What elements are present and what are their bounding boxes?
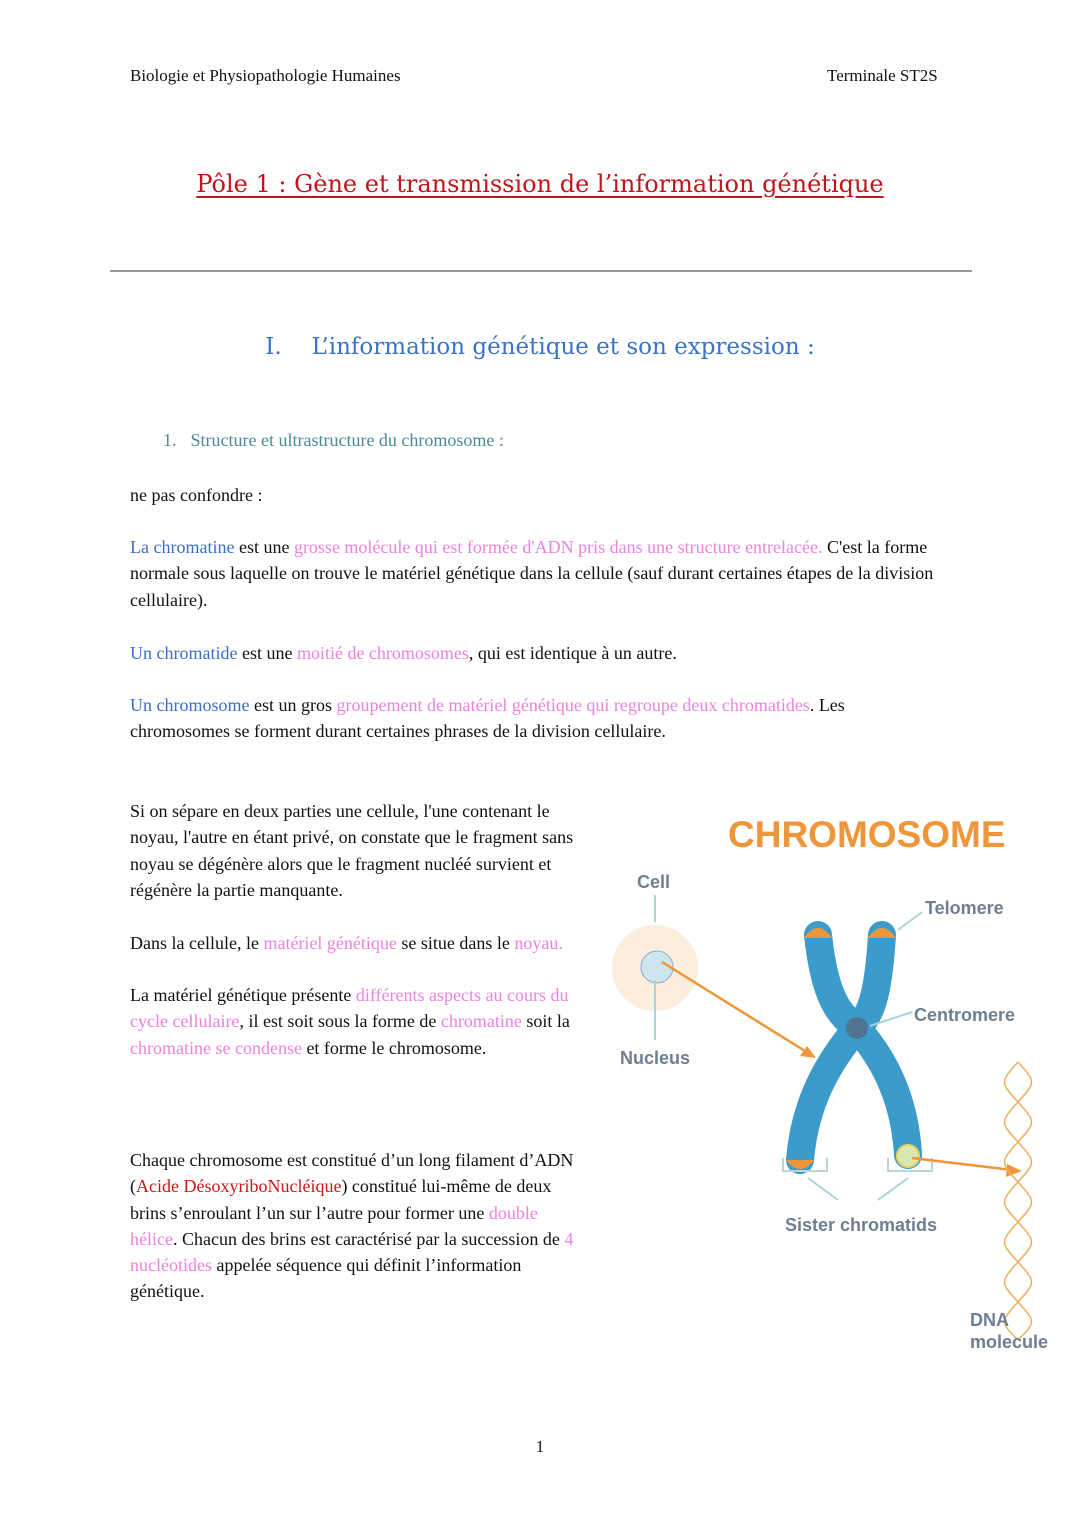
- paragraph-chromatine: [130, 534, 970, 613]
- section-heading: [0, 334, 1080, 360]
- text: et forme le chromosome.: [301, 1037, 487, 1058]
- divider: [110, 270, 972, 272]
- paragraph-chromatide: [130, 640, 970, 666]
- arrow-icon: [662, 962, 813, 1056]
- sister-pointer-right: [878, 1178, 908, 1200]
- highlight: double hélice: [130, 1202, 538, 1249]
- page-number: 1: [535, 1437, 545, 1456]
- term: La chromatine: [130, 537, 235, 557]
- text: . Chacun des brins est caractérisé par la succession de: [172, 1228, 565, 1249]
- definition: moitié de chromosomes: [296, 643, 469, 663]
- header-class: Terminale ST2S: [827, 66, 938, 85]
- highlight-red: Acide DésoxyriboNucléique: [136, 1176, 342, 1197]
- arrowhead-icon: [800, 1046, 816, 1058]
- chromatid-right: [857, 935, 908, 1155]
- highlight: chromatine se condense: [130, 1037, 302, 1058]
- section-number: I.: [265, 334, 282, 360]
- intro-text: ne pas confondre :: [130, 485, 263, 505]
- definition: groupement de matériel génétique qui regroupe deux chromatides: [336, 695, 810, 715]
- centromere-icon: [846, 1017, 868, 1039]
- paragraph-experiment: Si on sépare en deux parties une cellule, l'une contenant le noyau, l'autre en étant privé, on constate que le fragment sans noyau se dégénère alors que le fragment nucléé survient et régénère la partie manquante.: [130, 801, 574, 900]
- chromosome-diagram: [600, 800, 1070, 1360]
- arrow-icon: [912, 1158, 1012, 1170]
- telomere-pointer: [898, 912, 922, 930]
- text: . Les chromosomes se forment durant certaines phrases de la division cellulaire.: [130, 695, 845, 742]
- paragraph-aspects: [130, 982, 570, 1061]
- label-molecule: molecule: [970, 1332, 1049, 1352]
- text: est un gros: [249, 695, 337, 715]
- label-nucleus: Nucleus: [620, 1048, 691, 1068]
- label-telomere: Telomere: [925, 898, 1004, 918]
- dna-helix-icon: [1005, 1062, 1032, 1340]
- text: se situe dans le: [396, 933, 515, 953]
- text: ) constitué lui-même de deux brins s’enroulant l’un sur l’autre pour former une: [130, 1176, 552, 1223]
- definition: grosse molécule qui est formée d'ADN pris dans une structure entrelacée.: [293, 537, 823, 557]
- paragraph-adn: [130, 1147, 585, 1305]
- term: Un chromatide: [130, 643, 238, 663]
- text: La matériel génétique présente: [130, 985, 356, 1005]
- label-dna: DNA: [970, 1310, 1009, 1330]
- header-course: Biologie et Physiopathologie Humaines: [130, 66, 401, 85]
- text: est une: [234, 537, 294, 557]
- paragraph-chromosome: [130, 692, 930, 745]
- label-sister-chromatids: Sister chromatids: [785, 1215, 938, 1235]
- text: soit la: [521, 1011, 570, 1032]
- page-title: Pôle 1 : Gène et transmission de l’information génétique: [196, 170, 884, 198]
- subsection-heading: [163, 430, 504, 451]
- text: , il est soit sous la forme de: [239, 1011, 441, 1032]
- paragraph-location: [130, 930, 570, 956]
- subsection-number: 1.: [163, 430, 177, 450]
- text: Dans la cellule, le: [130, 933, 264, 953]
- highlight: noyau.: [514, 933, 563, 953]
- section-label: L’information génétique et son expression :: [311, 334, 815, 360]
- text: C'est la forme normale sous laquelle on trouve le matériel génétique dans la cellule (sauf durant certaines étapes de la division cellulaire).: [130, 537, 934, 610]
- highlight: matériel génétique: [263, 933, 397, 953]
- label-cell: Cell: [637, 872, 671, 892]
- label-centromere: Centromere: [914, 1005, 1016, 1025]
- highlight: différents aspects au cours du cycle cellulaire: [130, 985, 569, 1032]
- chromatid-left: [800, 935, 857, 1160]
- text: appelée séquence qui définit l’information génétique.: [130, 1255, 522, 1302]
- sister-pointer-left: [808, 1178, 838, 1200]
- diagram-title: CHROMOSOME: [728, 814, 1006, 855]
- dna-highlight: [897, 1145, 919, 1167]
- text: Chaque chromosome est constitué d’un long filament d’ADN (: [130, 1150, 574, 1197]
- highlight: chromatine: [440, 1011, 522, 1032]
- subsection-label: Structure et ultrastructure du chromosome :: [190, 430, 504, 450]
- text: , qui est identique à un autre.: [468, 643, 677, 663]
- term: Un chromosome: [130, 695, 250, 715]
- highlight: 4 nucléotides: [130, 1228, 574, 1276]
- text: est une: [237, 643, 297, 663]
